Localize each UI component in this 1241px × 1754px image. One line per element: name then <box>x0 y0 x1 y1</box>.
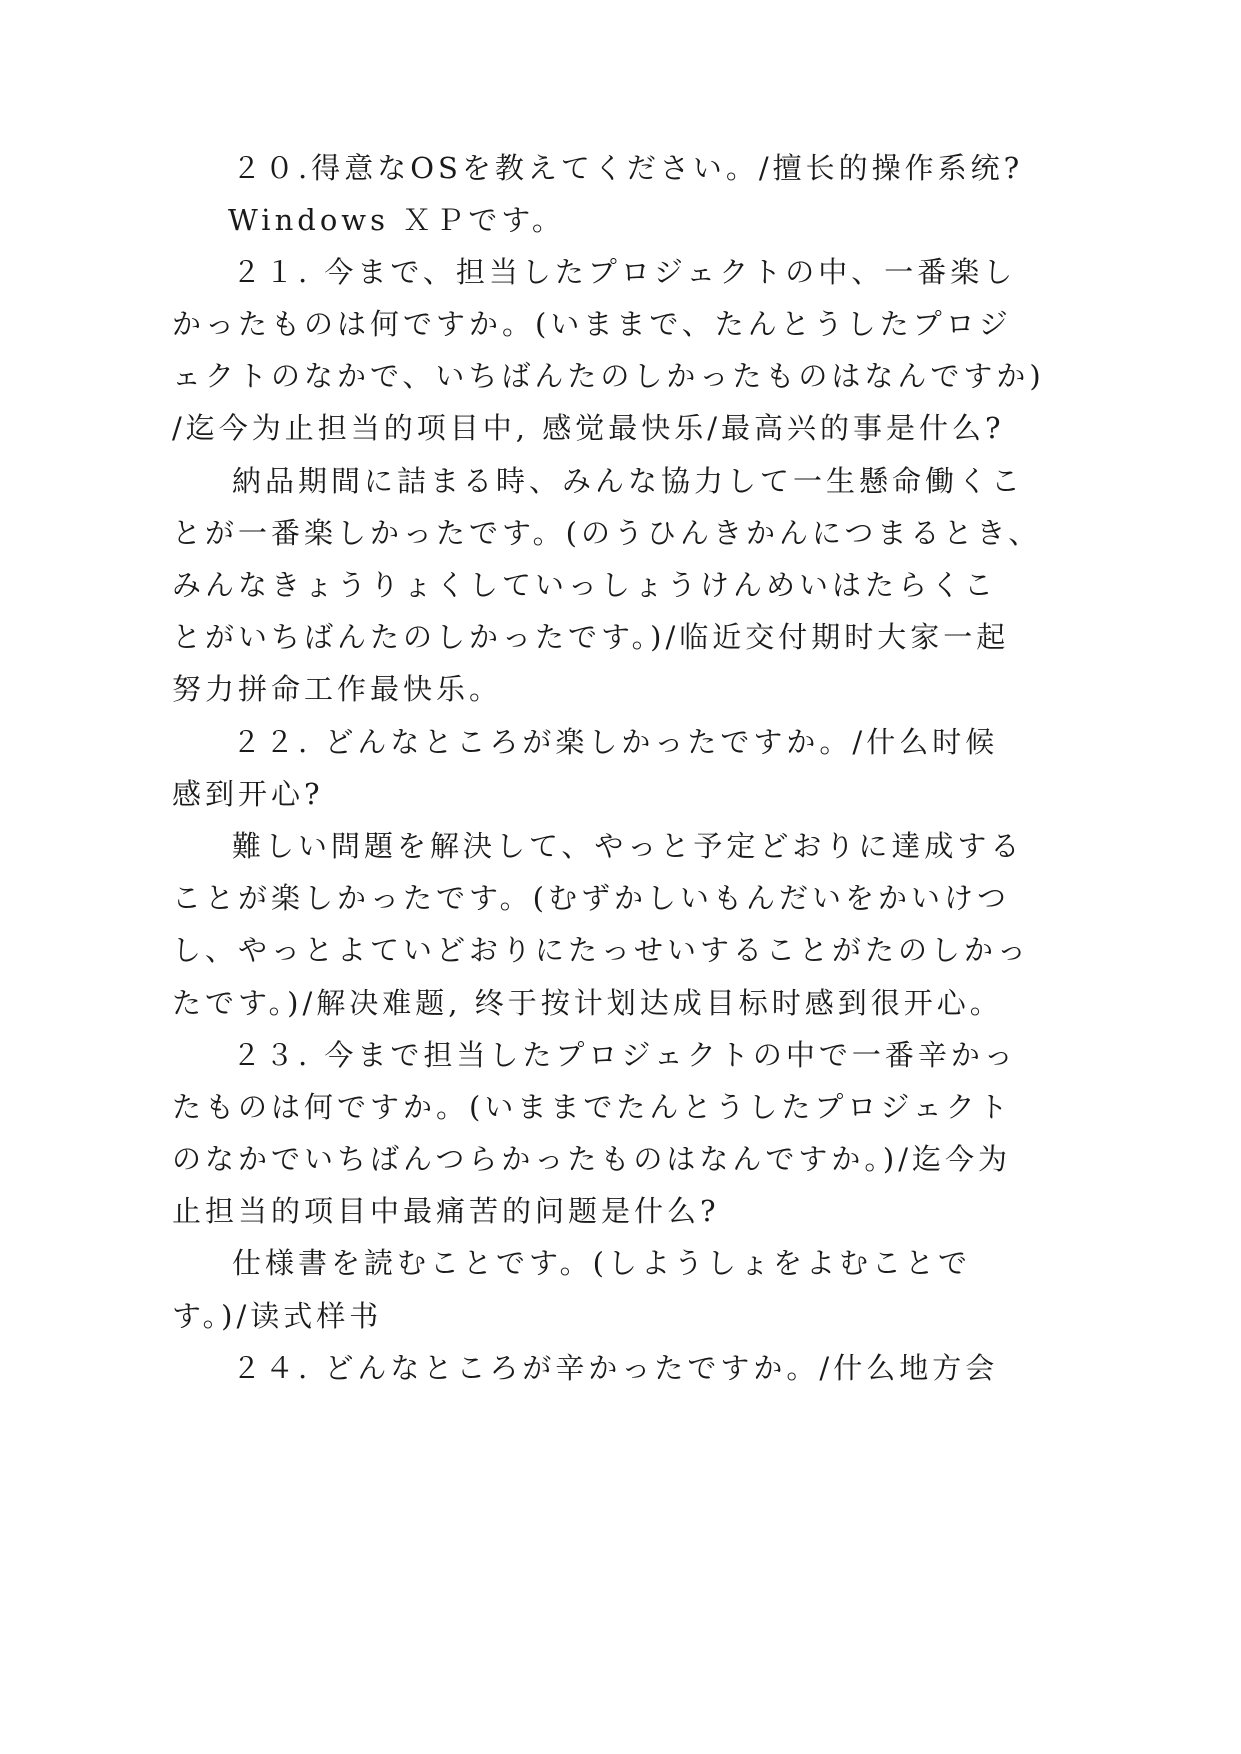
text-line <box>0 304 1241 344</box>
line-text: たです。)/解决难题, 终于按计划达成目标时感到很开心。 <box>172 986 1003 1020</box>
text-line <box>0 1087 1241 1127</box>
text-line <box>0 826 1241 866</box>
text-line <box>0 461 1241 501</box>
text-line <box>0 722 1241 762</box>
line-text: たものは何ですか。(いままでたんとうしたプロジェクト <box>172 1090 1012 1124</box>
text-line <box>0 408 1241 448</box>
line-text: 止担当的项目中最痛苦的问题是什么? <box>172 1194 720 1228</box>
line-text: 感到开心? <box>172 777 324 811</box>
line-text: /迄今为止担当的项目中, 感觉最快乐/最高兴的事是什么? <box>172 411 1005 445</box>
line-text: ２３. 今まで担当したプロジェクトの中で一番辛かっ <box>232 1038 1017 1072</box>
text-line <box>0 200 1241 240</box>
line-text: とが一番楽しかったです。(のうひんきかんにつまるとき、 <box>172 516 1042 550</box>
line-text: とがいちばんたのしかったです。)/临近交付期时大家一起 <box>172 620 1010 654</box>
text-line <box>0 565 1241 605</box>
line-text: 仕様書を読むことです。(しようしょをよむことで <box>232 1246 971 1280</box>
text-line <box>0 356 1241 396</box>
line-text: し、やっとよていどおりにたっせいすることがたのしかっ <box>172 933 1031 967</box>
text-line <box>0 148 1241 188</box>
line-text: 納品期間に詰まる時、みんな協力して一生懸命働くこ <box>232 464 1025 498</box>
line-text: かったものは何ですか。(いままで、たんとうしたプロジ <box>172 307 1012 341</box>
text-line <box>0 774 1241 814</box>
line-text: す。)/读式样书 <box>172 1299 383 1333</box>
line-text: ２０.得意なOSを教えてください。/擅长的操作系统? <box>232 151 1024 185</box>
line-text: ２４. どんなところが辛かったですか。/什么地方会 <box>232 1351 999 1385</box>
line-text: 努力拼命工作最快乐。 <box>172 672 503 706</box>
line-text: ２２. どんなところが楽しかったですか。/什么时候 <box>232 725 999 759</box>
line-text: ことが楽しかったです。(むずかしいもんだいをかいけつ <box>172 881 1010 915</box>
text-line <box>0 1139 1241 1179</box>
text-line <box>0 669 1241 709</box>
text-line <box>0 878 1241 918</box>
text-line <box>0 513 1241 553</box>
line-text: Windows ＸＰです。 <box>228 203 565 237</box>
text-line <box>0 930 1241 970</box>
text-line <box>0 1191 1241 1231</box>
text-line <box>0 252 1241 292</box>
text-line <box>0 1035 1241 1075</box>
line-text: 難しい問題を解決して、やっと予定どおりに達成する <box>232 829 1024 863</box>
text-line <box>0 983 1241 1023</box>
line-text: みんなきょうりょくしていっしょうけんめいはたらくこ <box>172 568 998 602</box>
text-line <box>0 1243 1241 1283</box>
line-text: のなかでいちばんつらかったものはなんですか。)/迄今为 <box>172 1142 1012 1176</box>
text-line <box>0 617 1241 657</box>
line-text: ェクトのなかで、いちばんたのしかったものはなんですか) <box>172 359 1045 393</box>
text-line <box>0 1348 1241 1388</box>
line-text: ２１. 今まで、担当したプロジェクトの中、一番楽し <box>232 255 1017 289</box>
text-line <box>0 1296 1241 1336</box>
